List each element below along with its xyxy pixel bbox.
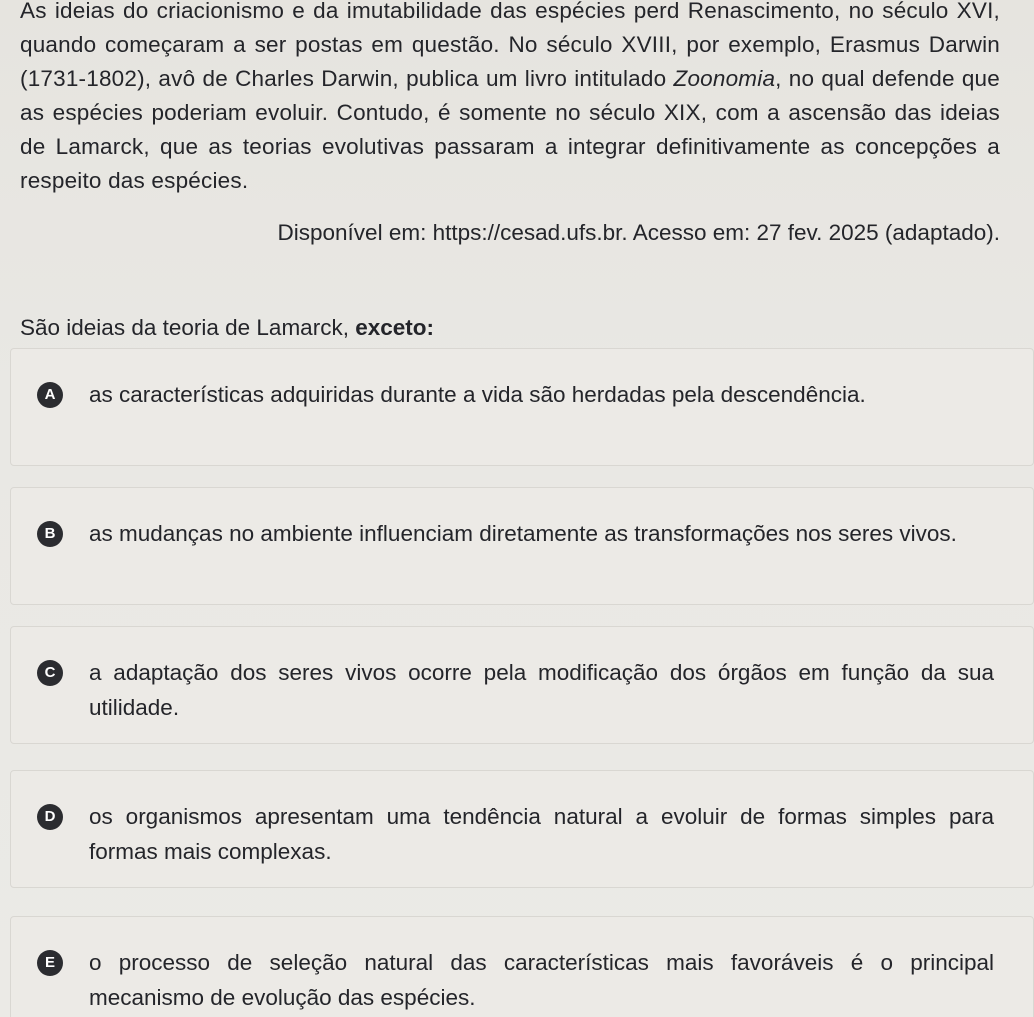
option-a-text: as características adquiridas durante a vida são herdadas pela descendência.	[89, 382, 866, 407]
option-d-badge: D	[37, 804, 63, 830]
passage-body-end: , no qual defende que as espécies poderiam evoluir. Contudo, é somente no século XIX, com a ascensão das ideias de Lamarck, que as teorias evolutivas passaram a integrar definitivamente as concepções a respeito das espécies.	[20, 66, 1000, 193]
option-e-text: o processo de seleção natural das características mais favoráveis é o principal mecanismo de evolução das espécies.	[89, 950, 994, 1010]
question-text: São ideias da teoria de Lamarck,	[20, 315, 356, 340]
option-c-text: a adaptação dos seres vivos ocorre pela modificação dos órgãos em função da sua utilidade.	[89, 660, 994, 720]
question-prompt	[20, 313, 434, 343]
option-e-badge: E	[37, 950, 63, 976]
question-emphasis: exceto:	[355, 315, 434, 340]
passage-body-start: Renascimento, no século XVI, quando começaram a ser postas em questão. No século XVIII, por exemplo, Erasmus Darwin (1731-1802), avô de Charles Darwin, publica um livro intitulado	[20, 0, 1000, 91]
option-d[interactable]	[10, 770, 1034, 888]
source-citation: Disponível em: https://cesad.ufs.br. Acesso em: 27 fev. 2025 (adaptado).	[277, 220, 1000, 245]
option-b-badge: B	[37, 521, 63, 547]
option-a[interactable]	[10, 348, 1034, 466]
option-d-text: os organismos apresentam uma tendência natural a evoluir de formas simples para formas mais complexas.	[89, 804, 994, 864]
passage-text	[20, 0, 1000, 198]
book-title: Zoonomia	[673, 66, 776, 91]
option-e[interactable]	[10, 916, 1034, 1017]
passage-first-line: As ideias do criacionismo e da imutabilidade das espécies perd	[20, 0, 680, 23]
option-b[interactable]	[10, 487, 1034, 605]
option-c[interactable]	[10, 626, 1034, 744]
option-a-badge: A	[37, 382, 63, 408]
option-b-text: as mudanças no ambiente influenciam diretamente as transformações nos seres vivos.	[89, 521, 957, 546]
option-c-badge: C	[37, 660, 63, 686]
